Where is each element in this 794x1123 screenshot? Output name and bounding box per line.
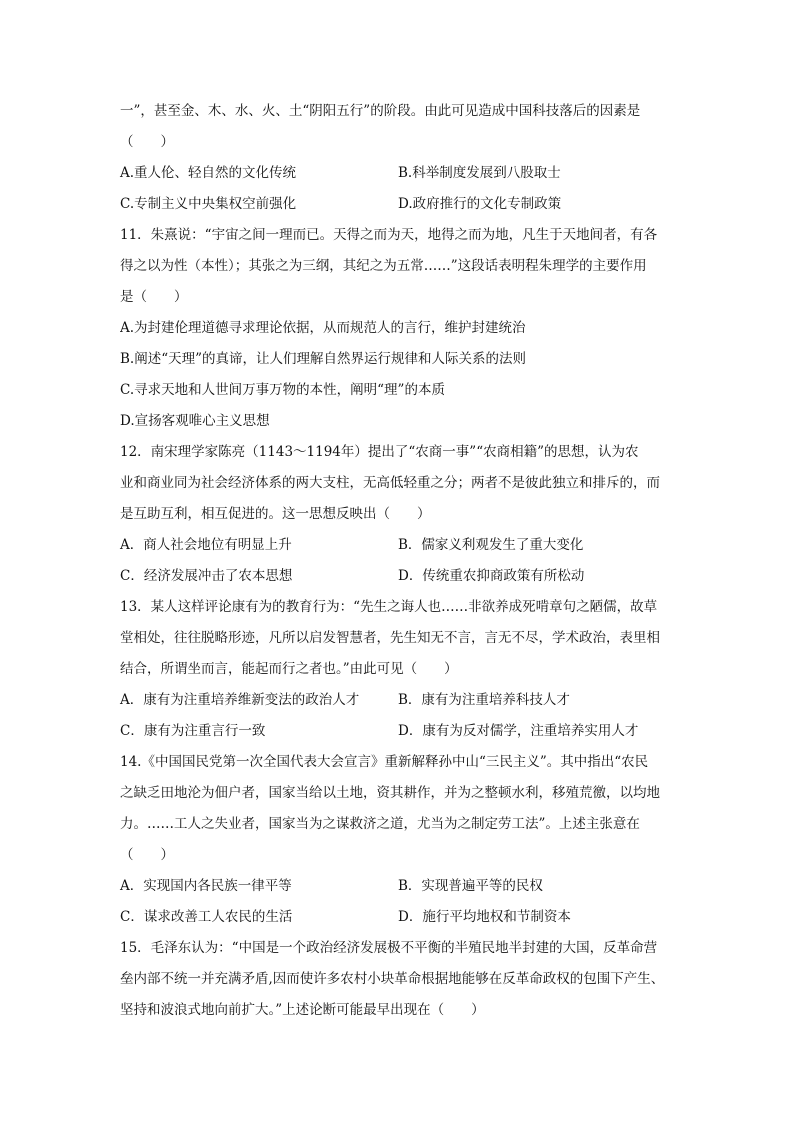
question-text-line: 是（ ）: [120, 289, 188, 305]
answer-blank: （ ）: [120, 847, 174, 863]
option-c[interactable]: C．康有为注重言行一致: [120, 723, 266, 739]
option-b[interactable]: B．康有为注重培养科技人才: [398, 692, 570, 708]
option-a[interactable]: A.重人伦、轻自然的文化传统: [120, 165, 297, 181]
question-12: [120, 437, 680, 592]
option-a[interactable]: A．康有为注重培养维新变法的政治人才: [120, 692, 360, 708]
option-a[interactable]: A.为封建伦理道德寻求理论依据，从而规范人的言行，维护封建统治: [120, 320, 526, 336]
option-b[interactable]: B．儒家义利观发生了重大变化: [398, 537, 584, 553]
option-c[interactable]: C.寻求天地和人世间万事万物的本性，阐明“理”的本质: [120, 382, 445, 398]
question-text-line: 得之以为性（本性）；其张之为三纲，其纪之为五常……”这段话表明程朱理学的主要作用: [120, 258, 647, 274]
option-b[interactable]: B.阐述“天理”的真谛，让人们理解自然界运行规律和人际关系的法则: [120, 351, 527, 367]
question-text-line: 垒内部不统一并充满矛盾,因而使许多农村小块革命根据地能够在反革命政权的包围下产生、: [120, 971, 665, 987]
question-text-line: 之缺乏田地沦为佃户者，国家当给以土地，资其耕作，并为之整顿水利，移殖荒徼，以均地: [120, 785, 660, 801]
question-text-line: 13．某人这样评论康有为的教育行为：“先生之诲人也……非欲养成死啃章句之陋儒，故草: [120, 599, 658, 615]
options-row: [120, 871, 680, 902]
options-row: [120, 561, 680, 592]
question-text-line: 一”，甚至金、木、水、火、土“阴阳五行”的阶段。由此可见造成中国科技落后的因素是: [120, 103, 641, 119]
options-row: [120, 685, 680, 716]
option-d[interactable]: D．康有为反对儒学，注重培养实用人才: [398, 723, 639, 739]
options-row: [120, 716, 680, 747]
option-d[interactable]: D．施行平均地权和节制资本: [398, 909, 571, 925]
question-15: [120, 933, 680, 1026]
question-text-line: 结合，所谓坐而言，能起而行之者也。”由此可见（ ）: [120, 661, 458, 677]
question-text-line: 11．朱熹说：“宇宙之间一理而已。天得之而为天，地得之而为地，凡生于天地间者，有各: [120, 227, 658, 243]
options-row: [120, 189, 680, 220]
option-b[interactable]: B.科举制度发展到八股取士: [398, 165, 561, 181]
options-row: [120, 902, 680, 933]
question-text-line: 坚持和波浪式地向前扩大。”上述论断可能最早出现在（ ）: [120, 1002, 485, 1018]
question-text-line: 业和商业同为社会经济体系的两大支柱，无高低轻重之分；两者不是彼此独立和排斥的，而: [120, 475, 660, 491]
question-text-line: 14.《中国国民党第一次全国代表大会宣言》重新解释孙中山“三民主义”。其中指出“农民: [120, 754, 649, 770]
question-11: [120, 220, 680, 437]
question-10: [120, 96, 680, 220]
option-c[interactable]: C．谋求改善工人农民的生活: [120, 909, 293, 925]
question-13: [120, 592, 680, 747]
answer-blank: （ ）: [120, 134, 174, 150]
question-text-line: 力。……工人之失业者，国家当为之谋救济之道，尤当为之制定劳工法”。上述主张意在: [120, 816, 640, 832]
question-text-line: 堂相处，往往脱略形迹，凡所以启发智慧者，先生知无不言，言无不尽，学术政治，表里相: [120, 630, 660, 646]
exam-page: [120, 96, 680, 1026]
question-text-line: 12．南宋理学家陈亮（1143～1194年）提出了“农商一事”“农商相籍”的思想，认为农: [120, 444, 639, 460]
option-a[interactable]: A．实现国内各民族一律平等: [120, 878, 292, 894]
option-a[interactable]: A．商人社会地位有明显上升: [120, 537, 292, 553]
question-14: [120, 747, 680, 933]
option-d[interactable]: D.宣扬客观唯心主义思想: [120, 413, 270, 429]
option-c[interactable]: C．经济发展冲击了农本思想: [120, 568, 293, 584]
option-d[interactable]: D.政府推行的文化专制政策: [398, 196, 562, 212]
options-row: [120, 158, 680, 189]
question-text-line: 是互助互利，相互促进的。这一思想反映出（ ）: [120, 506, 431, 522]
option-b[interactable]: B．实现普遍平等的民权: [398, 878, 543, 894]
option-d[interactable]: D．传统重农抑商政策有所松动: [398, 568, 585, 584]
option-c[interactable]: C.专制主义中央集权空前强化: [120, 196, 297, 212]
options-row: [120, 530, 680, 561]
question-text-line: 15．毛泽东认为：“中国是一个政治经济发展极不平衡的半殖民地半封建的大国，反革命营: [120, 940, 658, 956]
